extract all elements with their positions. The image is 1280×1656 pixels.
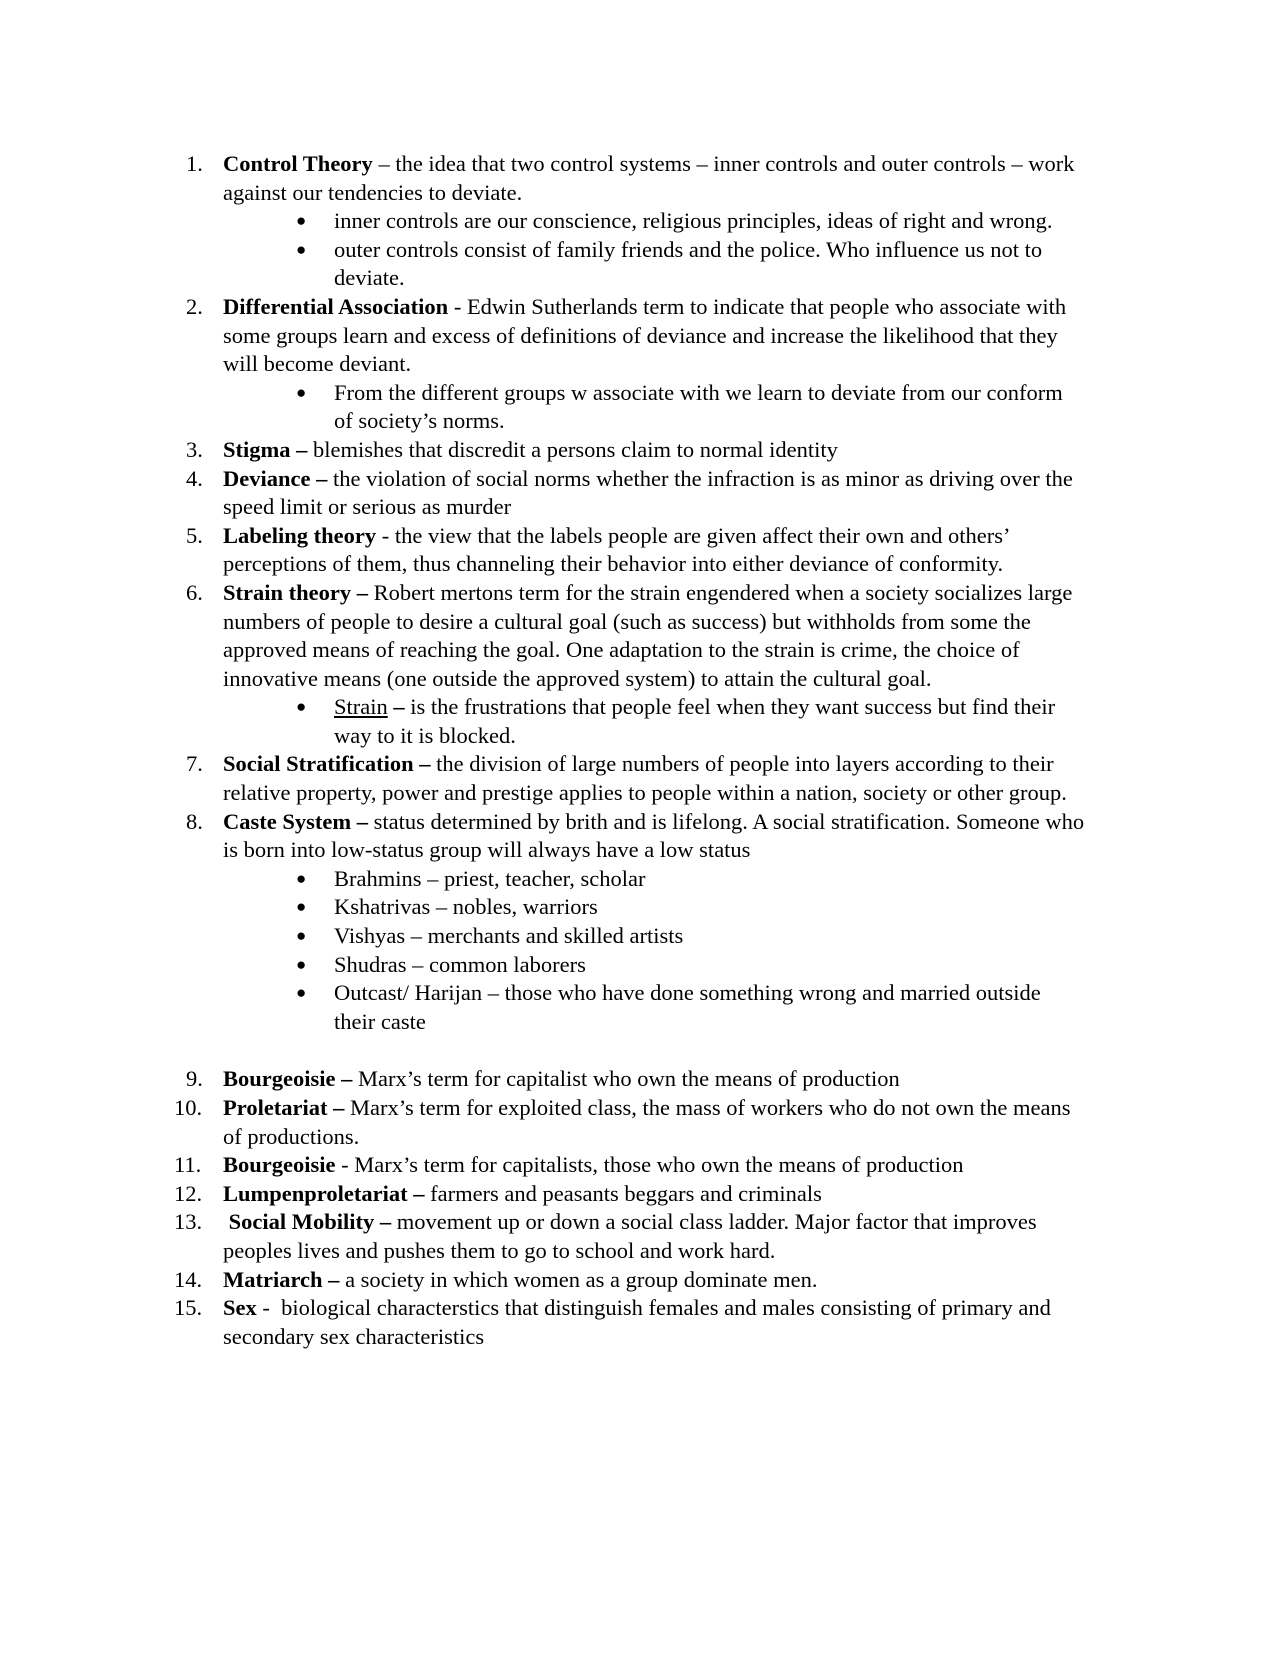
bullet-icon: ● — [296, 897, 307, 917]
item-number: 5. — [186, 522, 203, 548]
item-definition: blemishes that discredit a persons claim to normal identity — [313, 436, 838, 462]
bullet-icon: ● — [296, 926, 307, 946]
item-term: Social Stratification – — [223, 751, 431, 777]
item-term: Stigma – — [223, 436, 308, 462]
item-term: Matriarch – — [223, 1266, 340, 1292]
blank-line — [186, 1036, 1086, 1065]
item-definition: movement up or down a social class ladder. Major factor that improves peoples lives and pushes them to go to school and work hard. — [223, 1209, 1037, 1263]
item-term: Lumpenproletariat – — [223, 1180, 425, 1206]
item-number: 3. — [186, 436, 203, 462]
list-item — [186, 750, 1086, 807]
strain-definition: is the frustrations that people feel when they want success but find their way to it is blocked. — [334, 694, 1056, 748]
bullet-icon: ● — [296, 954, 307, 974]
list-item — [186, 579, 1086, 751]
item-number: 11. — [174, 1152, 202, 1178]
item-definition: the idea that two control systems – inner controls and outer controls – work against our tendencies to deviate. — [223, 151, 1075, 205]
list-item — [186, 436, 1086, 465]
bullet-icon: ● — [296, 211, 307, 231]
item-number: 13. — [174, 1209, 203, 1235]
bullet-icon: ● — [296, 868, 307, 888]
list-item — [186, 293, 1086, 436]
item-definition: Edwin Sutherlands term to indicate that people who associate with some groups learn and excess of definitions of deviance and increase the likelihood that they will become deviant. — [223, 293, 1067, 377]
list-item — [174, 1094, 1086, 1151]
item-definition: the violation of social norms whether the infraction is as minor as driving over the speed limit or serious as murder — [223, 465, 1073, 520]
item-number: 12. — [174, 1180, 203, 1206]
item-separator: - — [448, 293, 467, 319]
bullet-icon: ● — [296, 697, 307, 717]
list-item — [174, 1266, 1086, 1295]
item-number: 1. — [186, 151, 203, 176]
sub-bullet-list — [223, 865, 1086, 1037]
item-number: 2. — [186, 293, 203, 319]
item-definition: the view that the labels people are given affect their own and others’ perceptions of them, thus channeling their behavior into either deviance of conformity. — [223, 522, 1009, 577]
bullet-item: ● Brahmins – priest, teacher, scholar — [223, 865, 1086, 894]
bullet-icon: ● — [296, 983, 307, 1003]
bullet-item: ● Kshatrivas – nobles, warriors — [223, 893, 1086, 922]
item-definition: Marx’s term for capitalist who own the means of production — [358, 1066, 900, 1092]
item-term: Strain theory – — [223, 579, 368, 605]
item-term: Proletariat – — [223, 1095, 345, 1120]
item-number: 7. — [186, 751, 203, 777]
item-definition: Marx’s term for capitalists, those who own the means of production — [354, 1152, 964, 1178]
item-term: Control Theory — [223, 151, 373, 176]
item-term: Deviance – — [223, 465, 328, 491]
item-definition: Marx’s term for exploited class, the mass of workers who do not own the means of productions. — [223, 1095, 1071, 1149]
item-term: Caste System – — [223, 808, 368, 834]
item-number: 15. — [174, 1295, 203, 1321]
list-item — [174, 1208, 1086, 1265]
item-number: 14. — [174, 1266, 203, 1292]
item-separator: - — [376, 522, 395, 548]
item-definition: biological characterstics that distinguish females and males consisting of primary and secondary sex characteristics — [223, 1295, 1051, 1349]
sub-bullet-list — [223, 693, 1086, 750]
bullet-icon: ● — [296, 382, 307, 402]
list-item — [174, 1294, 1086, 1351]
bullet-item: ● Vishyas – merchants and skilled artists — [223, 922, 1086, 951]
list-item — [186, 465, 1086, 522]
item-term: Labeling theory — [223, 522, 377, 548]
item-number: 4. — [186, 465, 203, 491]
list-item — [174, 1180, 1086, 1209]
definitions-list — [174, 150, 1086, 1351]
item-number: 10. — [174, 1095, 203, 1120]
item-definition: farmers and peasants beggars and criminals — [430, 1180, 822, 1206]
bullet-item: ● Shudras – common laborers — [223, 951, 1086, 980]
item-term: Sex — [223, 1295, 257, 1321]
item-definition: status determined by brith and is lifelong. A social stratification. Someone who is born into low-status group will always have a low status — [223, 808, 1085, 863]
item-number: 8. — [186, 808, 203, 834]
item-separator: - — [335, 1152, 355, 1178]
bullet-icon: ● — [296, 239, 307, 259]
bullet-item: ● From the different groups w associate with we learn to deviate from our conform of society’s norms. — [296, 379, 1063, 434]
item-separator: - — [256, 1295, 282, 1321]
bullet-item: ● Outcast/ Harijan – those who have done something wrong and married outside their caste — [296, 980, 1041, 1034]
item-definition: Robert mertons term for the strain engendered when a society socializes large numbers of people to desire a cultural goal (such as success) but withholds from some the approved means of reaching the goal. One adaptation to the strain is crime, the choice of innovative means (one outside the approved system) to attain the cultural goal. — [223, 579, 1073, 691]
item-separator: – — [372, 151, 396, 176]
item-term: Bourgeoisie – — [223, 1066, 353, 1092]
item-term: Bourgeoisie — [223, 1152, 336, 1178]
strain-term: Strain — [334, 694, 388, 720]
item-term: Social Mobility – — [223, 1209, 392, 1235]
sub-bullet-list — [223, 379, 1086, 436]
item-definition: the division of large numbers of people into layers according to their relative property, power and prestige applies to people within a nation, society or other group. — [223, 751, 1067, 806]
list-item — [186, 150, 1086, 293]
list-item — [174, 1151, 1086, 1180]
list-item — [186, 1065, 1086, 1094]
list-item — [186, 808, 1086, 1037]
item-number: 9. — [186, 1066, 203, 1092]
item-term: Differential Association — [223, 293, 449, 319]
item-definition: a society in which women as a group dominate men. — [345, 1266, 818, 1292]
bullet-item: ● inner controls are our conscience, religious principles, ideas of right and wrong. — [223, 207, 1086, 236]
sub-bullet-list — [223, 207, 1086, 293]
item-number: 6. — [186, 579, 203, 605]
bullet-item — [223, 693, 1086, 750]
strain-dash: – — [387, 694, 411, 720]
bullet-item: ● outer controls consist of family friends and the police. Who influence us not to deviate. — [296, 236, 1043, 291]
list-item — [186, 522, 1086, 579]
